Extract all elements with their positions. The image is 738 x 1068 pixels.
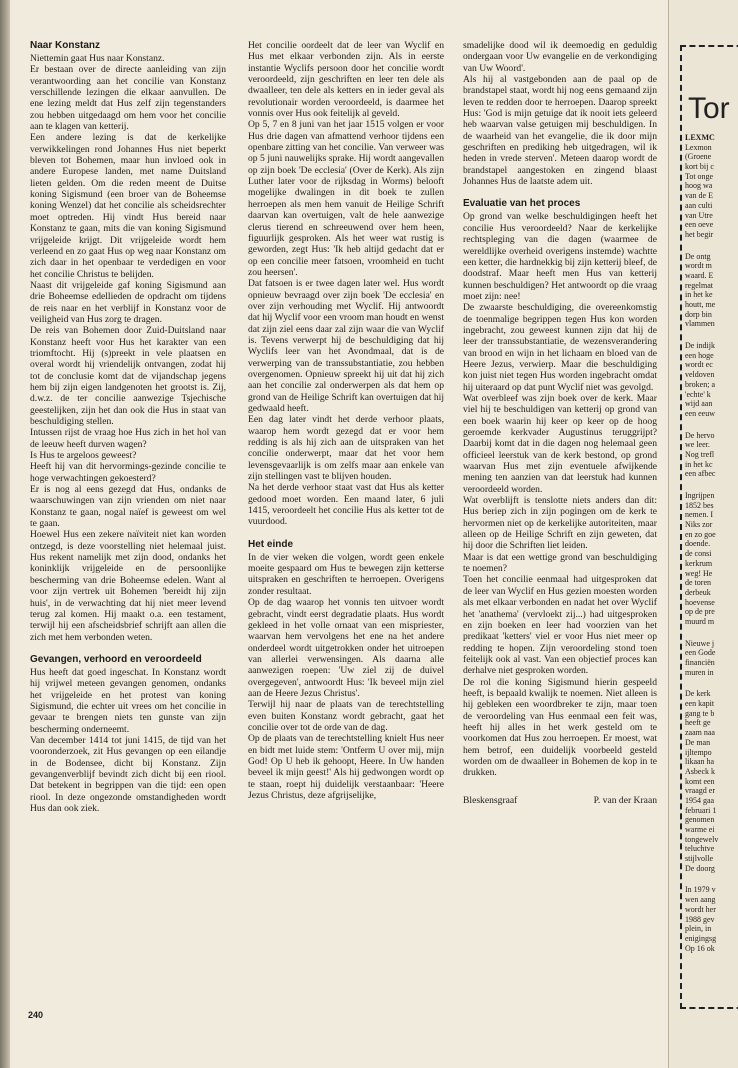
right-page-line: een kapit: [685, 699, 715, 709]
right-page-line: Asbeck k: [685, 766, 715, 776]
right-page-line: een eeuw: [685, 408, 715, 418]
right-page-line: regelmat: [685, 280, 713, 290]
right-page-line: tongewelv: [685, 834, 719, 844]
right-page-line: [685, 627, 738, 639]
right-page-line: De man: [685, 737, 711, 747]
right-page-line: 1988 gev: [685, 914, 715, 924]
right-page-line: De hervo: [685, 430, 715, 440]
right-page-line: Ingrijpen: [685, 491, 715, 500]
right-page-line: dorp bin: [685, 309, 712, 319]
paragraph: Een andere lezing is dat de kerkelijke verwikkelingen rond Johannes Hus niet beperkt bleven tot Bohemen, maar hun invloed ook in andere Europese landen, met name Duitsland lieten gelden. Om die reden meent de Duitse koning Sigismund (een broer van de Boheemse koning Wenzel) dat het concilie als scheidsrechter moet optreden. Hij vindt Hus bereid naar Konstanz te gaan, mits die van koning Sigismund vrijgeleide krijgt. Dit vrijgeleide wordt hem verleend en zo gaat Hus op weg naar Konstanz om zich daar in het openbaar te verdedigen en voor het concilie Christus te belijden.: [30, 132, 226, 280]
right-page-line: hoog wa: [685, 181, 713, 191]
right-page-line: heeft ge: [685, 718, 711, 728]
paragraph: Hus heeft dat goed ingeschat. In Konstanz wordt hij vrijwel meteen gevangen genomen, ondanks het vrijgeleide en het protest van koning Sigismund, die echter uit vrees om het concilie in gevaar te brengen niets ten gunste van zijn bescherming onderneemt.: [30, 666, 226, 735]
right-page-line: 1954 gaa: [685, 795, 715, 805]
right-page-line: teluchtve: [685, 844, 715, 854]
right-page-line: Nieuwe j: [685, 638, 715, 648]
right-page-line: [685, 240, 738, 252]
paragraph: Toen het concilie eenmaal had uitgesproken dat de leer van Wyclif en Hus gezien moesten worden als met elkaar verbonden en nadat het over Wyclif het 'anathema' (vervloekt zij...) had uitgesproken en zijn boeken en leer had voorzien van het predikaat 'ketters' viel er voor Hus niet meer op redding te hopen. Zijn veroordeling stond toen feitelijk ook al vast. Van een objectief proces kan derhalve niet gesproken worden.: [463, 574, 657, 677]
right-page-line: vlammen: [685, 319, 715, 329]
right-page-line: broken; a: [685, 379, 715, 389]
right-page-line: een oeve: [685, 220, 714, 230]
right-page-line: komt een: [685, 776, 715, 786]
right-page-line: van Utre: [685, 210, 713, 220]
right-page-line: genomen: [685, 815, 715, 825]
right-page-line: de consi: [685, 549, 712, 559]
right-page-line: houtt, me: [685, 300, 716, 309]
column-3: [463, 40, 657, 1000]
right-page-line: op de pre: [685, 607, 715, 617]
right-page-title: Tor: [688, 92, 730, 125]
right-page-line: ijltempo: [685, 747, 712, 757]
paragraph: Het concilie oordeelt dat de leer van Wyclif en Hus met elkaar verbonden zijn. Als in eerste instantie Wyclifs persoon door het concilie wordt veroordeeld, zijn geschriften en leer ten dele als dwaalleer, ten dele als ketters en in ieder geval als revolutionair worden veroordeeld, is daarmee het vonnis over Hus ook feitelijk al geveld.: [248, 40, 444, 120]
right-page-line: plein, in: [685, 924, 712, 934]
right-page-line: wordt ec: [685, 360, 713, 370]
paragraph: De reis van Bohemen door Zuid-Duitsland naar Konstanz heeft voor Hus het karakter van een triomftocht. Hij (s)preekt in vele plaatsen en overal wordt hij vriendelijk ontvangen, zodat hij tot de conclusie komt dat de vijandschap jegens hem bij zijn eigen landgenoten het grootst is. Zij, d.w.z. de ter concilie aanwezige Tsjechische geestelijken, zijn het dan ook die Hus in staat van beschuldiging stellen.: [30, 325, 226, 427]
scan-edge: [0, 0, 10, 1068]
paragraph: Dat fatsoen is er twee dagen later wel. Hus wordt opnieuw bevraagd over zijn boek 'De ecclesia' en over zijn verhouding met Wyclif. Hij antwoordt dat hij Wyclif voor een vroom man houdt en wenst dat zijn ziel eens daar zal zijn waar die van Wyclif is. Tevens verwerpt hij de beschuldiging dat hij Wyclifs leer van het Avondmaal, dat is de verwerping van de transsubstantiatie, zou hebben overgenomen. Opnieuw spreekt hij uit dat hij zich aan het concilie zal onderwerpen als dat hem op grond van de Heilige Schrift kan overtuigen dat hij gedwaald heeft.: [248, 278, 444, 414]
paragraph: De zwaarste beschuldiging, die overeenkomstig de toenmalige begrippen tegen Hus kon worden ingebracht, zou geweest kunnen zijn dat hij de leer der transsubstantiatie, de wezensverandering van brood en wijn in het lichaam en bloed van de Heere Jezus, verwierp. Maar die beschuldiging kon juist niet tegen Hus worden ingebracht omdat hij uiteraard op dat punt Wyclif niet was gevolgd.: [463, 302, 657, 393]
right-page-line: gang te b: [685, 708, 715, 718]
right-page-line: [685, 677, 738, 689]
right-page-line: [685, 329, 738, 341]
right-page-line: Niks zor: [685, 520, 713, 530]
right-page-line: De doorg: [685, 863, 715, 873]
section-heading: Het einde: [248, 538, 294, 550]
right-page-line: waard. E: [685, 270, 714, 280]
paragraph: Er is nog al eens gezegd dat Hus, ondanks de waarschuwingen van zijn vrienden om niet naar Konstanz te gaan, nogal naïef is geweest om wel te gaan.: [30, 484, 226, 530]
right-page-line: [685, 479, 738, 491]
column-2: [248, 40, 444, 1000]
right-page-column: [685, 133, 738, 993]
section-heading: Evaluatie van het proces: [463, 198, 581, 210]
paragraph: Op grond van welke beschuldigingen heeft het concilie Hus veroordeeld? Naar de kerkelijke rechtspleging van die dagen (waarmee de wereldlijke overheid overigens instemde) wachtte een ketter, die hardnekkig bij zijn ketterij bleef, de doodstraf. Maar heeft men Hus van ketterij kunnen beschuldigen? Het antwoordt op die vraag moet zijn: nee!: [463, 211, 657, 302]
right-page-line: een hoge: [685, 350, 714, 360]
paragraph: smadelijke dood wil ik deemoedig en geduldig ondergaan voor Uw evangelie en de verkondiging van Uw Woord'.: [463, 40, 657, 74]
section-heading: Naar Konstanz: [30, 40, 101, 51]
paragraph: Niettemin gaat Hus naar Konstanz.: [30, 53, 165, 64]
right-page-line: warme ei: [685, 825, 715, 834]
right-page-line: De ontg: [685, 251, 711, 261]
right-page-line: Lexmon: [685, 142, 712, 152]
right-page-line: hoevense: [685, 597, 715, 607]
right-page-line: en zo goe: [685, 529, 716, 539]
right-page-line: aan culti: [685, 200, 713, 210]
right-page-line: De kerk: [685, 689, 711, 699]
right-page-line: derbeuk: [685, 587, 711, 597]
right-page-line: de toren: [685, 578, 711, 588]
paragraph: De rol die koning Sigismund hierin gespeeld heeft, is bepaald kwalijk te noemen. Niet alleen is hij gebleken een woordbreker te zijn, maar toen de veroordeling van Hus eenmaal een feit was, heeft hij alles in het werk gesteld om te voorkomen dat Hus zou herroepen. Er moest, wat hem betrof, een duidelijk voorbeeld gesteld worden om de dwaalleer in Bohemen de kop in te drukken.: [463, 676, 657, 779]
right-page-line: doende.: [685, 539, 711, 549]
section-heading: Gevangen, verhoord en veroordeeld: [30, 653, 202, 665]
paragraph: Een dag later vindt het derde verhoor plaats, waarop hem wordt gezegd dat er voor hem redding is als hij zich aan de uitspraken van het concilie onderwerpt, maar dat het voor hem levensgevaarlijk is om zelfs maar aan enkele van zijn stellingen vast te blijven houden.: [248, 414, 444, 483]
right-page-line: wen aang: [685, 895, 716, 905]
right-page-line: (Groene: [685, 152, 712, 162]
right-page-line: van de E: [685, 191, 713, 201]
right-page-line: een afbec: [685, 469, 716, 479]
right-page-line: muren in: [685, 667, 714, 677]
paragraph: Op de plaats van de terechtstelling knielt Hus neer en bidt met luide stem: 'Ontferm U over mij, mijn God! Op U heb ik gehoopt, Heere. In Uw handen beveel ik mijn geest!' Als hij gedwongen wordt op te staan, roept hij duidelijk verstaanbaar: 'Heere Jezus Christus, deze afgrijselijke,: [248, 733, 444, 801]
paragraph: Naast dit vrijgeleide gaf koning Sigismund aan drie Boheemse edellieden de opdracht om tijdens de reis naar en het verblijf in Konstanz voor de veiligheid van Hus zorg te dragen.: [30, 279, 226, 325]
paragraph: Heeft hij van dit hervormings-gezinde concilie te hoge verwachtingen gekoesterd?: [30, 461, 226, 484]
paragraph: Maar is dat een wettige grond van beschuldiging te noemen?: [463, 551, 657, 575]
right-page-line: muurd m: [685, 616, 715, 626]
right-page-line: kerkrum: [685, 558, 713, 568]
right-page-line: februari 1: [685, 805, 717, 815]
right-page-line: LEXMC: [685, 133, 715, 142]
right-page-line: [685, 419, 738, 431]
paragraph: In de vier weken die volgen, wordt geen enkele moeite gespaard om Hus te bewegen zijn ketterse uitspraken en geschriften te herroepen. Overigens zonder resultaat.: [248, 551, 444, 597]
right-page-line: Nog trefl: [685, 449, 715, 459]
right-page-line: [685, 873, 738, 885]
column-1: [30, 40, 226, 1000]
paragraph: Op de dag waarop het vonnis ten uitvoer wordt gebracht, vindt eerst degradatie plaats. Hus wordt gekleed in het volle ornaat van een mispriester, waarvan hem vervolgens het ene na het andere onderdeel wordt uitgetrokken onder het uitroepen van allerlei verwensingen. Als daarna alle aanwezigen roepen: 'Uw ziel zij de duivel overgegeven', antwoordt Hus: 'Ik beveel mijn ziel aan de Heere Jezus Christus'.: [248, 597, 444, 699]
paragraph: Van december 1414 tot juni 1415, de tijd van het vooronderzoek, zit Hus gevangen op een eilandje in de Bodensee, dicht bij Konstanz. Zijn gevangenverblijf bevindt zich dicht bij een riool. Dat betekent in begrippen van die tijd: een open riool. In deze ongezonde omstandigheden wordt Hus dan ook ziek.: [30, 734, 226, 814]
right-page-line: weg! He: [685, 568, 713, 578]
right-page-line: enigingsg: [685, 933, 717, 943]
right-page-line: Tot onge: [685, 171, 714, 181]
right-page-line: wordt her: [685, 904, 716, 914]
right-page-line: veldoven: [685, 370, 715, 380]
paragraph: Na het derde verhoor staat vast dat Hus als ketter gedood moet worden. Een maand later, 6 juli 1415, veroordeelt het concilie Hus als ketter tot de vuurdood.: [248, 482, 444, 528]
paragraph: Op 5, 7 en 8 juni van het jaar 1515 volgen er voor Hus drie dagen van afmattend verhoor tijdens een openbare zitting van het concilie. Van verweer was op 5 juni nauwelijks sprake. Hij wordt aangevallen op zijn boek 'De ecclesia' (Over de Kerk). Als zijn Luther later voor de rijksdag in Worms) belooft mogelijke dwalingen in dit boek te zullen herroepen als men hem vanuit de Heilige Schrift daarvan kan overtuigen, valt de hele aanwezige clerus tierend en schreeuwend over hem heen, figuurlijk gesproken. Als het weer wat rustig is geworden, zegt Hus: 'Ik heb altijd gedacht dat er op een concilie meer fatsoen, vroomheid en tucht zou heersen'.: [248, 119, 444, 278]
right-page-line: likaan ha: [685, 757, 715, 767]
paragraph: Terwijl hij naar de plaats van de terechtstelling even buiten Konstanz wordt gebracht, gaat het concilie over tot de orde van de dag.: [248, 699, 444, 733]
right-page-line: vraagd er: [685, 786, 715, 796]
right-page-line: we leer.: [685, 440, 710, 450]
signature-place: Bleskensgraaf: [463, 794, 518, 806]
right-page-line: het begir: [685, 229, 714, 239]
column-3-body: [463, 40, 657, 779]
right-page-line: wordt m: [685, 261, 712, 271]
right-page-line: Op 16 ok: [685, 943, 715, 953]
right-page-line: In 1979 v: [685, 885, 716, 895]
paragraph: Wat overbleef was zijn boek over de kerk. Maar viel hij te beschuldigen van ketterij op grond van een boek waarin hij keer op keer op de hoog geroemde kerkvader Augustinus teruggrijpt? Daarbij komt dat in die dagen nog helemaal geen officieel leerstuk van de kerk bestond, op grond waarvan Hus met zijn eventuele afwijkende mening ten aanzien van dat leerstuk had kunnen veroordeeld worden.: [463, 392, 657, 495]
paragraph: Wat overblijft is tenslotte niets anders dan dit: Hus beriep zich in zijn pogingen om de kerk te hervormen niet op de kerkelijke autoriteiten, maar alleen op de Heilige Schrift en zijn geweten, dat hij door die Schriften liet leiden.: [463, 495, 657, 552]
paragraph: Er bestaan over de directe aanleiding van zijn verantwoording aan het concilie van Konstanz verschillende lezingen die elkaar aanvullen. De ene lezing meldt dat Hus zelf zijn tegenstanders zou hebben uitgedaagd om hem voor het concilie aan te klagen van ketterij.: [30, 64, 226, 133]
signature-author: P. van der Kraan: [593, 794, 657, 806]
paragraph: Intussen rijst de vraag hoe Hus zich in het hol van de leeuw heeft durven wagen?: [30, 427, 226, 450]
right-page-line: zaam naa: [685, 728, 715, 738]
right-page-line: een Gode: [685, 648, 716, 658]
paragraph: Als hij al vastgebonden aan de paal op de brandstapel staat, wordt hij nog eens gemaand zijn leven te redden door te herroepen. Daarop spreekt Hus: 'God is mijn getuige dat ik nooit iets geleerd heb waarvan valse getuigen mij beschuldigen. In de waarheid van het evangelie, die ik door mijn geschriften en prediking heb uitgedragen, wil ik heden in vrede sterven'. Meteen daarop wordt de brandstapel aangestoken en zingend blaast Johannes Hus de laatste adem uit.: [463, 74, 657, 188]
right-page-line: financiën: [685, 658, 715, 667]
right-page-line: 1852 bes: [685, 500, 714, 510]
right-page-line: De indijk: [685, 341, 715, 351]
right-page-line: stijlvolle: [685, 854, 713, 864]
right-page-line: in het kc: [685, 459, 713, 469]
paragraph: Is Hus te argeloos geweest?: [30, 450, 137, 462]
page-number: 240: [28, 1010, 44, 1020]
right-page-line: wijd aan: [685, 399, 713, 409]
right-page-line: nemen. I: [685, 510, 713, 520]
paragraph: Hoewel Hus een zekere naïviteit niet kan worden ontzegd, is deze voorstelling niet helemaal juist. Hus rekent namelijk met zijn dood, ondanks het koninklijk vrijgeleide en de persoonlijke bescherming van drie Boheemse edelen. Want al voor zijn vertrek uit Bohemen 'bereidt hij zijn huis', in de verwachting dat hij niet meer levend terug zal komen. Hij maakt o.a. een testament, terwijl hij een afscheidsbrief schrijft aan allen die zich met hem verbonden weten.: [30, 529, 226, 643]
right-page-line: in het ke: [685, 290, 713, 300]
right-page-line: kort bij c: [685, 162, 714, 172]
signature: [463, 795, 657, 806]
right-page-line: 'echte' k: [685, 389, 711, 399]
